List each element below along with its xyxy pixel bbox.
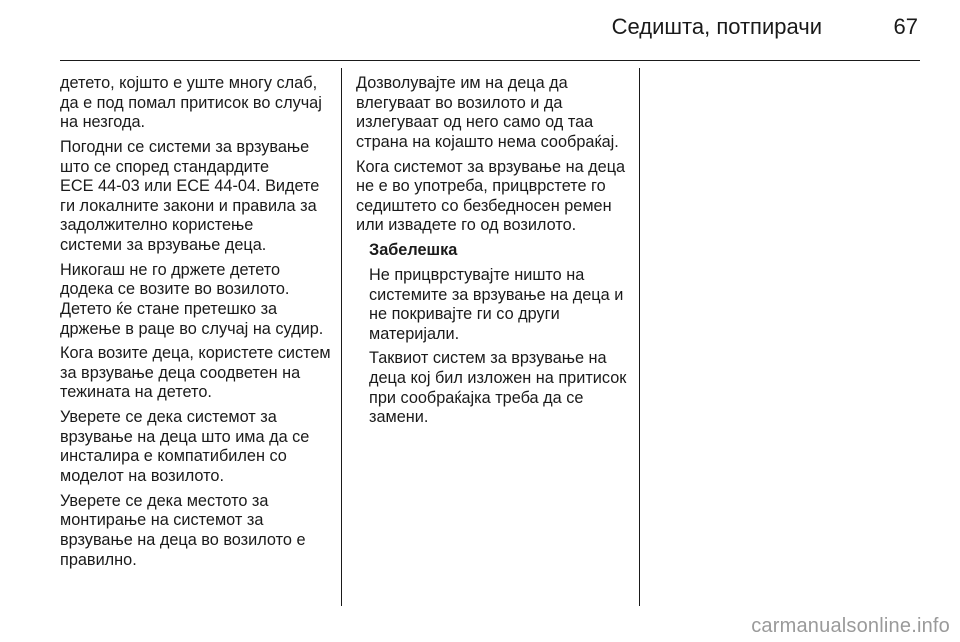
text-line: ги локалните закони и правила за bbox=[60, 196, 317, 215]
section-title: Седишта, потпирачи bbox=[611, 14, 822, 39]
text-line: Детето ќе стане претешко за bbox=[60, 299, 278, 318]
text-line: инсталира е компатибилен со bbox=[60, 447, 287, 466]
text-line: влегуваат во возилото и да bbox=[356, 93, 563, 112]
paragraph bbox=[60, 138, 338, 256]
text-line: за врзување деца соодветен на bbox=[60, 363, 301, 382]
text-line: држење в раце во случај на судир. bbox=[60, 319, 324, 338]
column-divider-right bbox=[639, 68, 640, 606]
watermark-text: carmanualsonline.info bbox=[751, 615, 950, 637]
text-line: страна на којашто нема сообраќај. bbox=[356, 132, 619, 151]
paragraph bbox=[60, 344, 338, 403]
page-number: 67 bbox=[893, 14, 918, 39]
text-line: да е под помал притисок во случај bbox=[60, 93, 322, 112]
note-heading: Забелешка bbox=[369, 241, 458, 260]
text-line: задолжително користење bbox=[60, 216, 254, 235]
text-line: Погодни се системи за врзување bbox=[60, 137, 310, 156]
text-line: монтирање на системот за bbox=[60, 511, 264, 530]
text-line: Не прицврстувајте ништо на bbox=[369, 265, 585, 284]
middle-text-column bbox=[356, 74, 636, 433]
text-line: Кога возите деца, користете систем bbox=[60, 344, 331, 363]
text-line: системите за врзување на деца и bbox=[369, 285, 624, 304]
text-line: не е во употреба, прицврстете го bbox=[356, 177, 606, 196]
text-line: додека се возите во возилото. bbox=[60, 280, 290, 299]
column-divider-left bbox=[341, 68, 342, 606]
text-line: материјали. bbox=[369, 324, 460, 343]
text-line: Дозволувајте им на деца да bbox=[356, 74, 568, 92]
middle-paragraphs bbox=[356, 74, 636, 236]
text-line: Никогаш не го држете детето bbox=[60, 260, 281, 279]
paragraph bbox=[60, 408, 338, 486]
text-line: или извадете го од возилото. bbox=[356, 216, 577, 235]
text-line: замени. bbox=[369, 408, 429, 427]
text-line: Уверете се дека местото за bbox=[60, 491, 269, 510]
paragraph bbox=[60, 74, 338, 133]
header-divider bbox=[60, 60, 920, 61]
note-paragraphs bbox=[369, 266, 636, 428]
text-line: моделот на возилото. bbox=[60, 467, 224, 486]
paragraph bbox=[356, 158, 636, 236]
text-line: на незгода. bbox=[60, 113, 146, 132]
text-line: Кога системот за врзување на деца bbox=[356, 157, 626, 176]
paragraph bbox=[356, 74, 636, 152]
text-line: ECE 44-03 или ECE 44-04. Видете bbox=[60, 177, 320, 196]
text-line: правилно. bbox=[60, 550, 137, 569]
text-line: врзување на деца во возилото е bbox=[60, 531, 306, 549]
text-line: Уверете се дека системот за bbox=[60, 408, 277, 427]
paragraph bbox=[369, 266, 636, 344]
paragraph bbox=[60, 492, 338, 570]
text-line: тежината на детето. bbox=[60, 383, 212, 402]
text-line: излегуваат од него само од таа bbox=[356, 113, 594, 132]
text-line: врзување на деца што има да се bbox=[60, 427, 310, 446]
text-line: Таквиот систем за врзување на bbox=[369, 349, 607, 368]
paragraph bbox=[369, 349, 636, 427]
text-line: што се според стандардите bbox=[60, 157, 270, 176]
note-box bbox=[369, 241, 636, 428]
text-line: не покривајте ги со други bbox=[369, 305, 560, 324]
text-line: деца кој бил изложен на притисок bbox=[369, 369, 627, 388]
left-text-column bbox=[60, 74, 338, 575]
text-line: системи за врзување деца. bbox=[60, 235, 267, 254]
text-line: седиштето со безбедносен ремен bbox=[356, 196, 612, 215]
text-line: при сообраќајка треба да се bbox=[369, 388, 584, 407]
paragraph bbox=[60, 261, 338, 339]
text-line: детето, којшто е уште многу слаб, bbox=[60, 74, 318, 92]
